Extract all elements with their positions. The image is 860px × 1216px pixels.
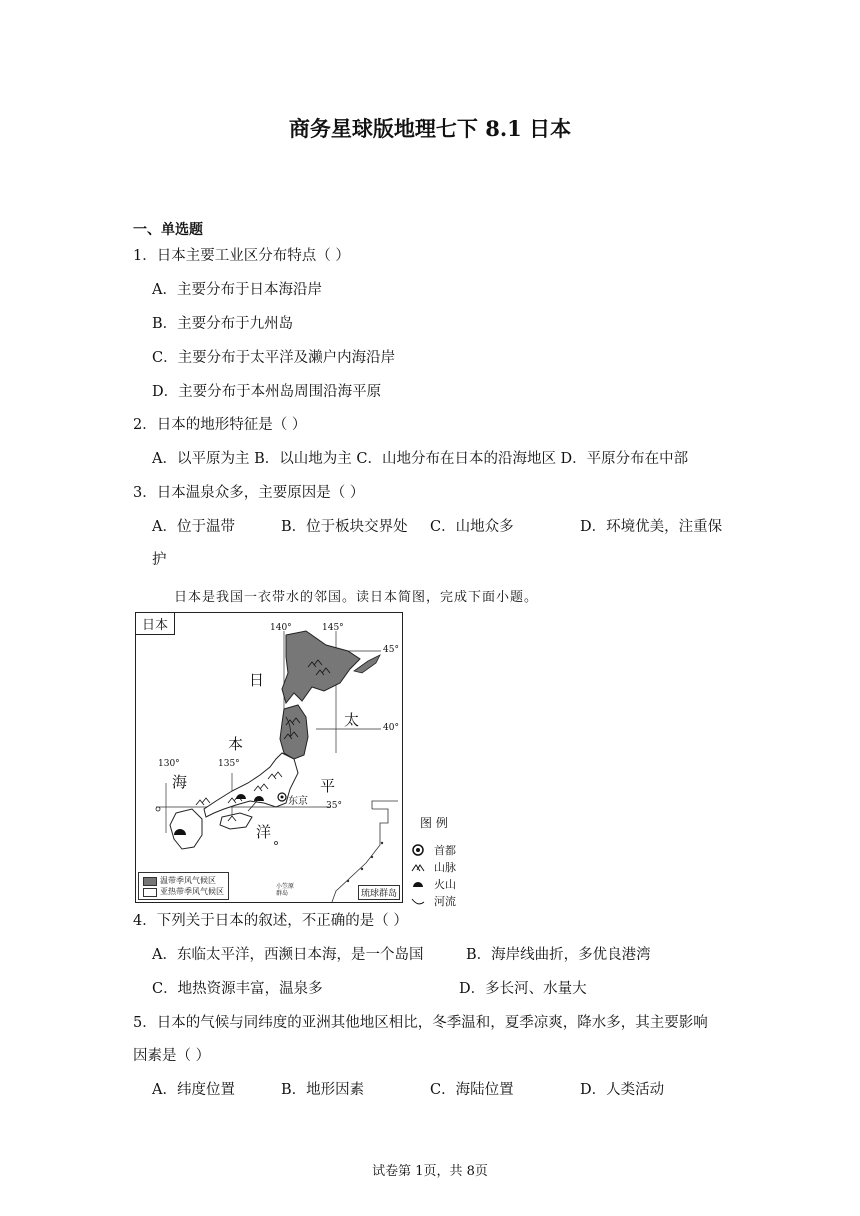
question-3-option-c: C．山地众多 <box>430 519 514 535</box>
lon-130: 130° <box>158 759 180 769</box>
question-4-stem: 4．下列关于日本的叙述，不正确的是（ ） <box>133 913 408 929</box>
question-4-option-c: C．地热资源丰富，温泉多 <box>152 981 323 997</box>
mountain-icon <box>408 860 428 874</box>
legend-item-capital: 首都 <box>408 841 456 858</box>
japan-map <box>135 612 403 903</box>
question-5-option-d: D．人类活动 <box>580 1082 665 1098</box>
question-2-options: A．以平原为主 B．以山地为主 C．山地分布在日本的沿海地区 D．平原分布在中部 <box>152 451 689 467</box>
lon-140: 140° <box>270 623 292 633</box>
question-3-option-d-wrap: 护 <box>152 552 167 568</box>
question-3-option-a: A．位于温带 <box>152 519 235 535</box>
map-intro: 日本是我国一衣带水的邻国。读日本简图，完成下面小题。 <box>174 590 539 605</box>
question-3-option-d: D．环境优美，注重保 <box>580 519 723 535</box>
inset-note: 小笠原群岛 <box>276 883 295 897</box>
question-5-stem: 5．日本的气候与同纬度的亚洲其他地区相比，冬季温和，夏季凉爽，降水多，其主要影响 <box>133 1015 708 1031</box>
question-5-stem-wrap: 因素是（ ） <box>133 1048 211 1064</box>
question-5-option-c: C．海陆位置 <box>430 1082 514 1098</box>
capital-label: 东京 <box>288 796 308 807</box>
lat-40: 40° <box>383 723 399 733</box>
question-5-option-b: B．地形因素 <box>281 1082 365 1098</box>
question-1-option-b: B．主要分布于九州岛 <box>152 316 294 332</box>
climate-key <box>138 872 229 900</box>
ocean-label-2: 平 <box>320 777 336 795</box>
question-1-option-c: C．主要分布于太平洋及濑户内海沿岸 <box>152 350 396 366</box>
legend-item-river: 河流 <box>408 892 456 909</box>
question-4-option-a: A．东临太平洋，西濒日本海，是一个岛国 <box>152 947 424 963</box>
sea-label-3: 海 <box>172 773 188 791</box>
page-title: 商务星球版地理七下 8.1 日本 <box>288 116 572 141</box>
question-3-option-b: B．位于板块交界处 <box>281 519 408 535</box>
section-heading: 一、单选题 <box>133 222 203 238</box>
map-legend <box>408 814 456 909</box>
lon-145: 145° <box>322 623 344 633</box>
question-5-option-a: A．纬度位置 <box>152 1082 235 1098</box>
volcano-icon <box>408 877 428 891</box>
question-3-stem: 3．日本温泉众多，主要原因是（ ） <box>133 485 365 501</box>
question-4-option-d: D．多长河、水量大 <box>459 981 587 997</box>
question-1-option-d: D．主要分布于本州岛周围沿海平原 <box>152 384 382 400</box>
legend-item-volcano: 火山 <box>408 875 456 892</box>
page-footer: 试卷第 1页，共 8页 <box>372 1164 488 1179</box>
japan-map-drawing <box>136 613 402 902</box>
question-1-stem: 1．日本主要工业区分布特点（ ） <box>133 248 350 264</box>
legend-item-mountain: 山脉 <box>408 858 456 875</box>
climate-key-subtropical: 亚热带季风气候区 <box>143 886 224 897</box>
climate-key-temperate: 温带季风气候区 <box>143 875 224 886</box>
map-tag: 日本 <box>136 613 175 635</box>
ocean-label-1: 太 <box>344 711 360 729</box>
question-1-option-a: A．主要分布于日本海沿岸 <box>152 282 322 298</box>
lat-45: 45° <box>383 645 399 655</box>
river-icon <box>408 894 428 908</box>
lat-35: 35° <box>326 801 342 811</box>
question-4-option-b: B．海岸线曲折，多优良港湾 <box>466 947 651 963</box>
sea-label-1: 日 <box>249 671 265 689</box>
lon-135: 135° <box>218 759 240 769</box>
ryukyu-label: 琉球群岛 <box>358 885 400 900</box>
sea-label-2: 本 <box>228 735 244 753</box>
question-2-stem: 2．日本的地形特征是（ ） <box>133 417 307 433</box>
legend-title: 图 例 <box>420 816 448 830</box>
ocean-label-3: 洋 <box>256 823 272 841</box>
capital-icon <box>408 843 428 857</box>
